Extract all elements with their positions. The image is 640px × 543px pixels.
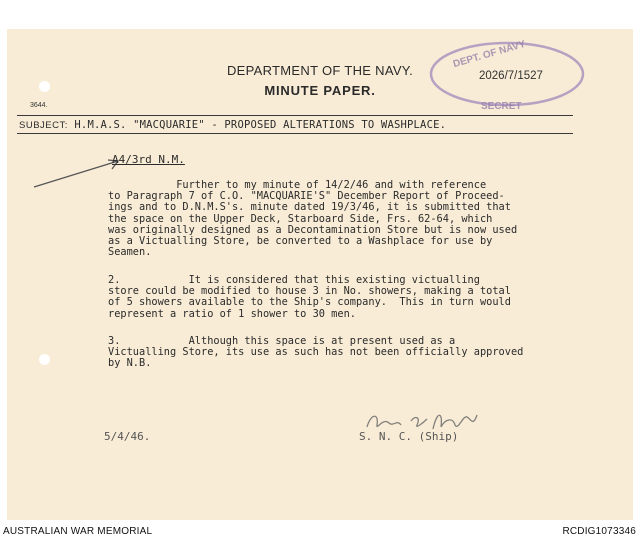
date-handwritten: 5/4/46. [104, 430, 151, 443]
subject-line [19, 119, 446, 131]
signature-block: S. N. C. (Ship) [359, 430, 459, 443]
form-number: 3644. [30, 102, 48, 109]
footer-item-id: RCDIG1073346 [562, 526, 636, 537]
document-title: MINUTE PAPER. [264, 83, 376, 98]
subject-rule-bottom [17, 133, 573, 134]
subject-rule-top [17, 115, 573, 116]
footer-archive-name: AUSTRALIAN WAR MEMORIAL [3, 526, 153, 537]
stamp-classification: SECRET [481, 101, 522, 112]
subject-text: H.M.A.S. "MACQUARIE" - PROPOSED ALTERATIONS TO WASHPLACE. [74, 119, 447, 131]
minute-paper [7, 29, 633, 520]
paragraph-3: 3. Although this space is at present used as a Victualling Store, its use as such has not been officially approved by N.B. [108, 335, 524, 370]
file-number: 2026/7/1527 [479, 70, 543, 82]
punch-hole-bottom [39, 354, 50, 365]
subject-label: SUBJECT: [19, 120, 68, 131]
paragraph-1: Further to my minute of 14/2/46 and with reference to Paragraph 7 of C.O. "MACQUARIE'S" December Report of Proceed- ings and to D.N.M.S's. minute dated 19/3/46, it is submitted that the space on the Upper Deck, Starboard Side, Frs. 62-64, which was originally designed as a Decontamination Store but is now used as a Victualling Store, be converted to a Washplace for use by Seamen. [108, 179, 518, 259]
paragraph-2: 2. It is considered that this existing victualling store could be modified to house 3 in No. showers, making a total of 5 showers available to the Ship's company. This in turn would represent a ratio of 1 shower to 30 men. [108, 274, 511, 320]
department-heading: DEPARTMENT OF THE NAVY. [226, 63, 414, 78]
reference-line: A4/3rd N.M. [112, 153, 185, 166]
stamp-dept: DEPT. OF NAVY [451, 38, 527, 71]
